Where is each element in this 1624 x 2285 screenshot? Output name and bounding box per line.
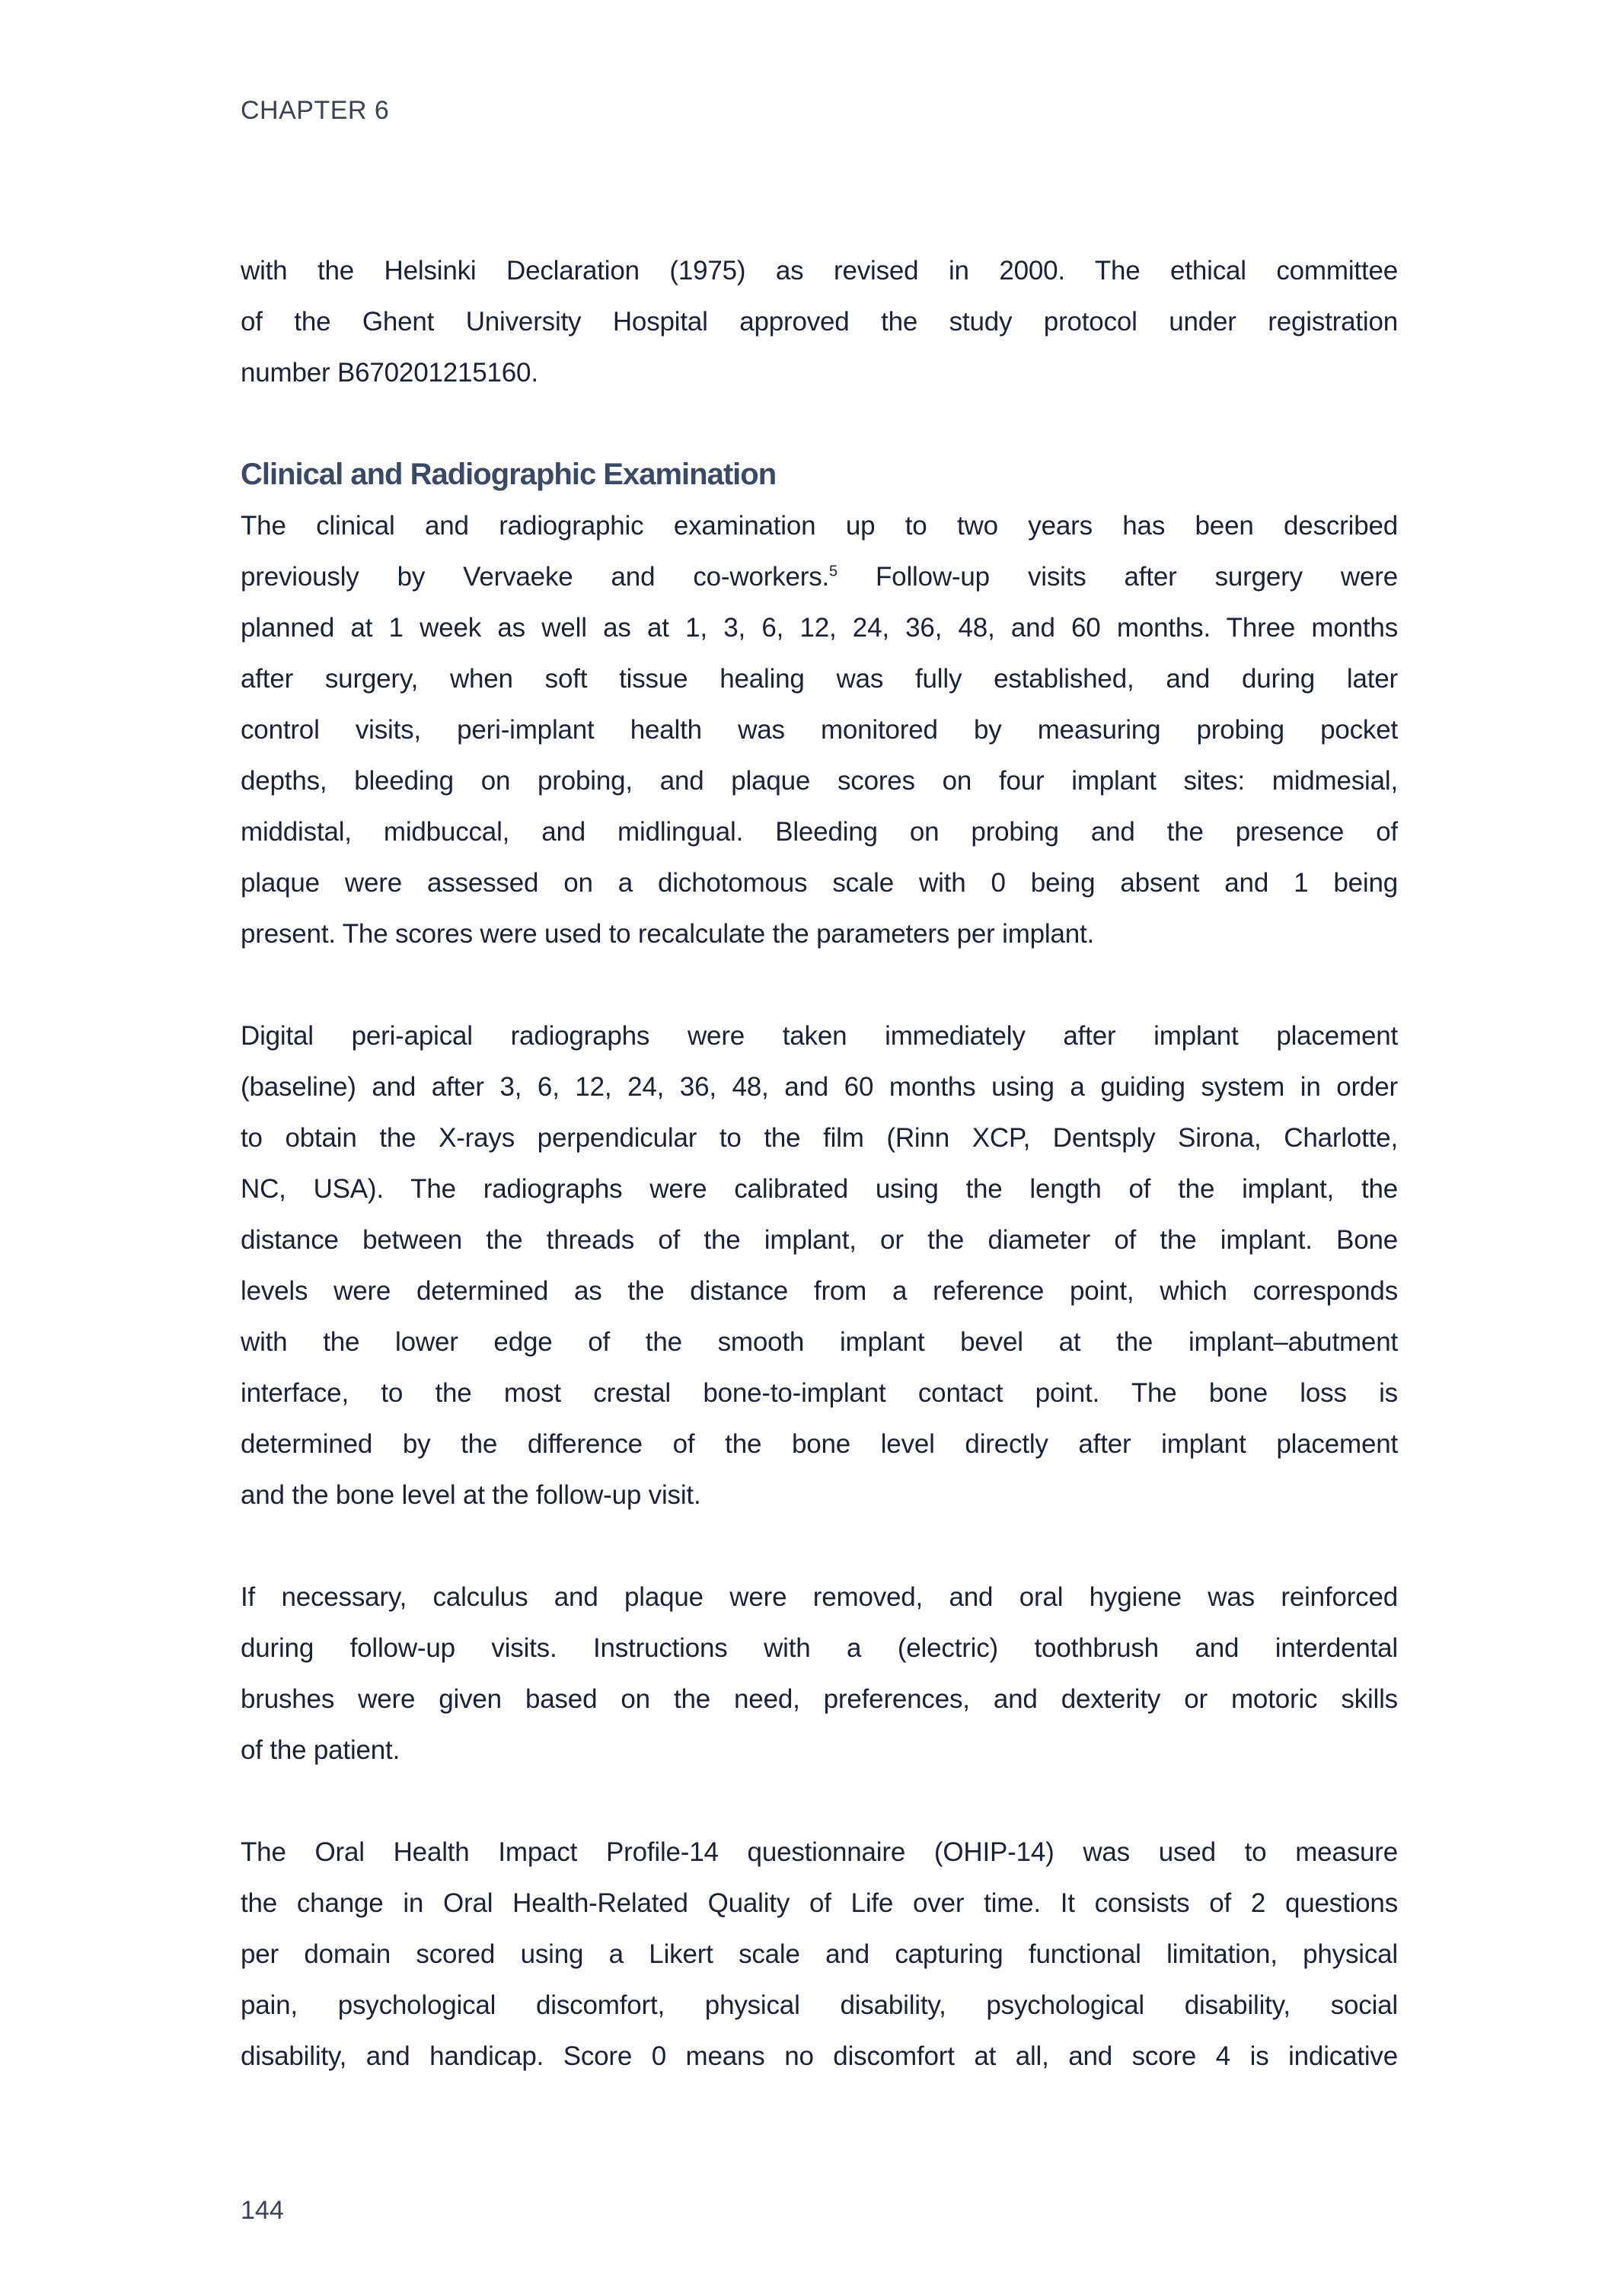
text-line: control visits, peri-implant health was monitored by measuring probing pocket (241, 715, 1398, 745)
text-line: pain, psychological discomfort, physical disability, psychological disability, social (241, 1990, 1398, 2020)
text-line: after surgery, when soft tissue healing was fully established, and during later (241, 664, 1398, 694)
text-line: with the Helsinki Declaration (1975) as revised in 2000. The ethical committee (241, 256, 1398, 286)
text-line (241, 551, 1398, 602)
text-line: of the patient. (241, 1735, 400, 1765)
text-line: and the bone level at the follow-up visit. (241, 1480, 701, 1510)
text-line: with the lower edge of the smooth implant bevel at the implant–abutment (241, 1327, 1398, 1357)
text-fragment: previously by Vervaeke and co-workers. (241, 562, 830, 592)
text-line: depths, bleeding on probing, and plaque scores on four implant sites: midmesial, (241, 766, 1398, 796)
section-heading: Clinical and Radiographic Examination (241, 458, 777, 491)
page-number: 144 (241, 2196, 284, 2225)
text-fragment: Follow-up visits after surgery were (837, 562, 1398, 592)
text-line: If necessary, calculus and plaque were removed, and oral hygiene was reinforced (241, 1582, 1398, 1612)
text-line: number B670201215160. (241, 358, 538, 388)
text-line: per domain scored using a Likert scale and capturing functional limitation, physical (241, 1939, 1398, 1969)
paragraph-clinical (241, 500, 1398, 959)
text-line: NC, USA). The radiographs were calibrated using the length of the implant, the (241, 1174, 1398, 1204)
running-header: CHAPTER 6 (241, 96, 390, 125)
text-line: during follow-up visits. Instructions with a (electric) toothbrush and interdental (241, 1633, 1398, 1663)
text-line: planned at 1 week as well as at 1, 3, 6, 12, 24, 36, 48, and 60 months. Three months (241, 613, 1398, 643)
text-line: The Oral Health Impact Profile-14 questionnaire (OHIP-14) was used to measure (241, 1837, 1398, 1867)
text-line: of the Ghent University Hospital approved the study protocol under registration (241, 307, 1398, 337)
text-line: Digital peri-apical radiographs were taken immediately after implant placement (241, 1021, 1398, 1051)
text-line: disability, and handicap. Score 0 means no discomfort at all, and score 4 is indicative (241, 2041, 1398, 2071)
text-line: (baseline) and after 3, 6, 12, 24, 36, 48, and 60 months using a guiding system in order (241, 1072, 1398, 1102)
text-line: distance between the threads of the implant, or the diameter of the implant. Bone (241, 1225, 1398, 1255)
text-line: levels were determined as the distance from a reference point, which corresponds (241, 1276, 1398, 1306)
text-line: brushes were given based on the need, preferences, and dexterity or motoric skills (241, 1684, 1398, 1714)
text-line: to obtain the X-rays perpendicular to the film (Rinn XCP, Dentsply Sirona, Charlotte, (241, 1123, 1398, 1153)
text-line: middistal, midbuccal, and midlingual. Bleeding on probing and the presence of (241, 817, 1398, 847)
text-line: plaque were assessed on a dichotomous scale with 0 being absent and 1 being (241, 868, 1398, 898)
paragraph-hygiene (241, 1572, 1398, 1776)
text-line: interface, to the most crestal bone-to-implant contact point. The bone loss is (241, 1378, 1398, 1408)
text-line: determined by the difference of the bone level directly after implant placement (241, 1429, 1398, 1459)
paragraph-ethics (241, 245, 1398, 398)
text-line: present. The scores were used to recalculate the parameters per implant. (241, 919, 1095, 949)
citation-superscript: 5 (829, 563, 838, 580)
page-body (241, 245, 1398, 2082)
paragraph-radiographs (241, 1010, 1398, 1521)
text-line: The clinical and radiographic examination up to two years has been described (241, 511, 1398, 541)
text-line: the change in Oral Health-Related Quality of Life over time. It consists of 2 questions (241, 1888, 1398, 1918)
paragraph-ohip (241, 1827, 1398, 2082)
